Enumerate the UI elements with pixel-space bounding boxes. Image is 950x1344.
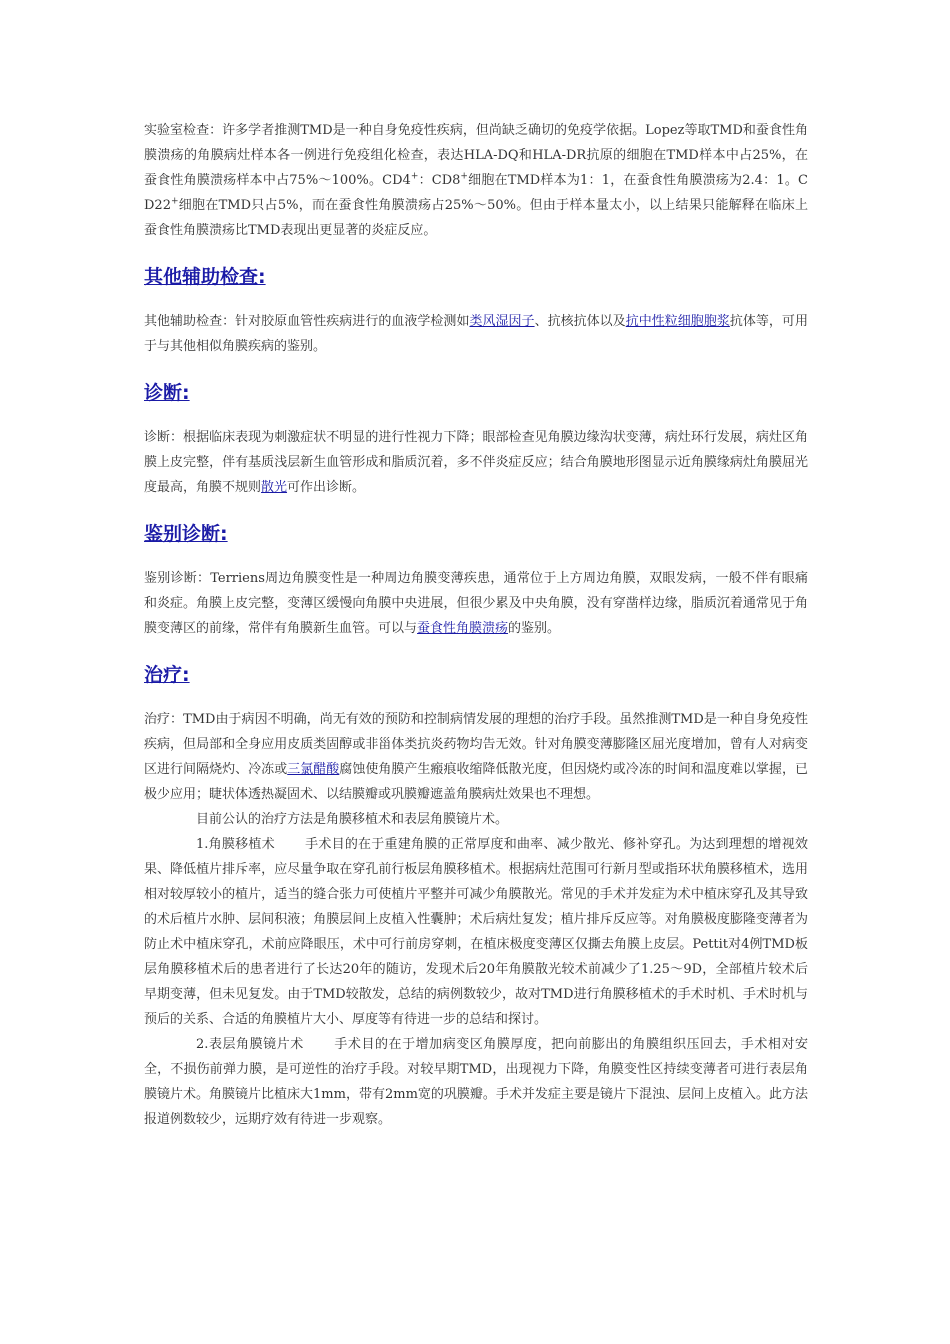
lab-exam-paragraph: 实验室检查：许多学者推测TMD是一种自身免疫性疾病，但尚缺乏确切的免疫学依据。Lopez等取TMD和蚕食性角膜溃疡的角膜病灶样本各一例进行免疫组化检查，表达HLA-DQ和HLA-DR抗原的细胞在TMD样本中占25%，在蚕食性角膜溃疡样本中占75%～100%。CD4+：CD8+细胞在TMD样本为1：1，在蚕食性角膜溃疡为2.4：1。CD22+细胞在TMD只占5%，而在蚕食性角膜溃疡占25%～50%。但由于样本量太小，以上结果只能解释在临床上蚕食性角膜溃疡比TMD表现出更显著的炎症反应。	[144, 123, 808, 238]
treatment-paragraph: 治疗：TMD由于病因不明确，尚无有效的预防和控制病情发展的理想的治疗手段。虽然推测TMD是一种自身免疫性疾病，但局部和全身应用皮质类固醇或非甾体类抗炎药物均告无效。针对角膜变薄膨隆区屈光度增加，曾有人对病变区进行间隔烧灼、冷冻或三氯醋酸腐蚀使角膜产生瘢痕收缩降低散光度，但因烧灼或冷冻的时间和温度难以掌握，已极少应用；睫状体透热凝固术、以结膜瓣或巩膜瓣遮盖角膜病灶效果也不理想。	[144, 712, 808, 802]
anca-link[interactable]: 抗中性粒细胞胞浆	[625, 314, 730, 329]
treatment-heading: 治疗:	[144, 664, 190, 686]
diagnosis-paragraph: 诊断：根据临床表现为刺激症状不明显的进行性视力下降；眼部检查见角膜边缘沟状变薄，病灶环行发展，病灶区角膜上皮完整，伴有基质浅层新生血管形成和脂质沉着，多不伴炎症反应；结合角膜地形图显示近角膜缘病灶角膜屈光度最高，角膜不规则散光可作出诊断。	[144, 430, 808, 495]
differential-diagnosis-paragraph: 鉴别诊断：Terriens周边角膜变性是一种周边角膜变薄疾患，通常位于上方周边角膜，双眼发病，一般不伴有眼痛和炎症。角膜上皮完整，变薄区缓慢向角膜中央进展，但很少累及中央角膜，没有穿凿样边缘，脂质沉着通常见于角膜变薄区的前缘，常伴有角膜新生血管。可以与蚕食性角膜溃疡的鉴别。	[144, 571, 808, 636]
document-page	[144, 118, 808, 1132]
other-exam-paragraph: 其他辅助检查：针对胶原血管性疾病进行的血液学检测如类风湿因子、抗核抗体以及抗中性粒细胞胞浆抗体等，可用于与其他相似角膜疾病的鉴别。	[144, 314, 808, 354]
diagnosis-heading: 诊断:	[144, 382, 190, 404]
rheumatoid-factor-link[interactable]: 类风湿因子	[469, 314, 535, 329]
keratoplasty-title: 1.角膜移植术	[196, 837, 275, 852]
treatment-methods-paragraph: 目前公认的治疗方法是角膜移植术和表层角膜镜片术。	[196, 812, 509, 827]
astigmatism-link[interactable]: 散光	[261, 480, 288, 495]
trichloroacetic-acid-link[interactable]: 三氯醋酸	[287, 762, 340, 777]
keratoplasty-paragraph: 1.角膜移植术 手术目的在于重建角膜的正常厚度和曲率、减少散光、修补穿孔。为达到理想的增视效果、降低植片排斥率，应尽量争取在穿孔前行板层角膜移植术。根据病灶范围可行新月型或指环状角膜移植术，选用相对较厚较小的植片，适当的缝合张力可使植片平整并可减少角膜散光。常见的手术并发症为术中植床穿孔及其导致的术后植片水肿、层间积液；角膜层间上皮植入性囊肿；术后病灶复发；植片排斥反应等。对角膜极度膨隆变薄者为防止术中植床穿孔，术前应降眼压，术中可行前房穿刺，在植床极度变薄区仅撕去角膜上皮层。Pettit对4例TMD板层角膜移植术后的患者进行了长达20年的随访，发现术后20年角膜散光较术前减少了1.25～9D，全部植片较术后早期变薄，但未见复发。由于TMD较散发，总结的病例数较少，故对TMD进行角膜移植术的手术时机、手术时机与预后的关系、合适的角膜植片大小、厚度等有待进一步的总结和探讨。	[144, 837, 808, 1027]
epikeratoplasty-title: 2.表层角膜镜片术	[196, 1037, 304, 1052]
other-exam-heading: 其他辅助检查:	[144, 266, 266, 288]
mooren-ulcer-link[interactable]: 蚕食性角膜溃疡	[417, 621, 509, 636]
differential-diagnosis-heading: 鉴别诊断:	[144, 523, 228, 545]
epikeratoplasty-paragraph: 2.表层角膜镜片术 手术目的在于增加病变区角膜厚度，把向前膨出的角膜组织压回去，手术相对安全，不损伤前弹力膜，是可逆性的治疗手段。对较早期TMD，出现视力下降，角膜变性区持续变薄者可进行表层角膜镜片术。角膜镜片比植床大1mm，带有2mm宽的巩膜瓣。手术并发症主要是镜片下混浊、层间上皮植入。此方法报道例数较少，远期疗效有待进一步观察。	[144, 1037, 808, 1127]
